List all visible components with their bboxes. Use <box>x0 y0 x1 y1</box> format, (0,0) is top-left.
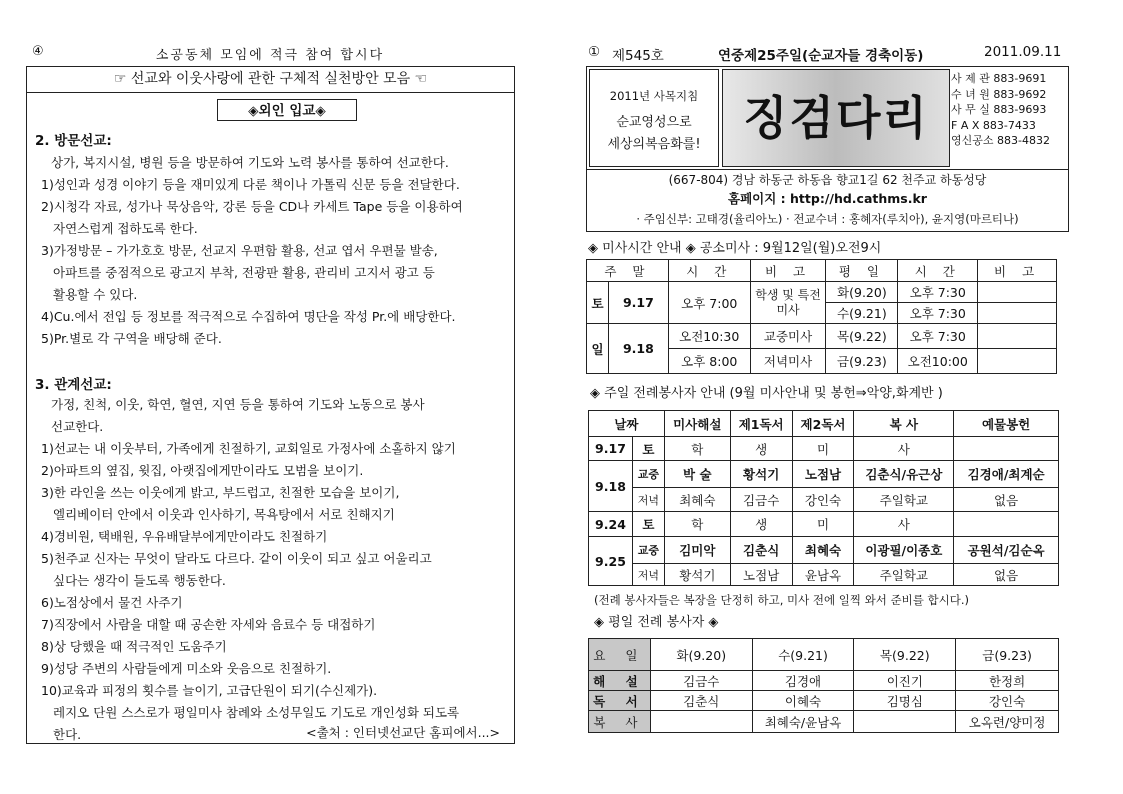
contact-item: 수 녀 원 883-9692 <box>951 87 1047 101</box>
table-cell: 노점남 <box>730 564 792 586</box>
table-cell: 공원석/김순옥 <box>954 537 1059 564</box>
column-header: 복 사 <box>854 411 954 437</box>
section3-line: 4)경비원, 택배원, 우유배달부에게만이라도 친절하기 <box>41 529 328 544</box>
contact-item: 영신공소 883-4832 <box>951 134 1050 147</box>
section2-line: 아파트를 중점적으로 광고지 부착, 전광판 활용, 관리비 고지서 광고 등 <box>53 265 435 280</box>
section2-heading: 2. 방문선교: <box>35 133 112 149</box>
section3-line: 8)상 당했을 때 적극적인 도움주기 <box>41 639 227 654</box>
homepage-link[interactable]: 홈페이지 : http://hd.cathms.kr <box>728 191 927 206</box>
column-header: 시 간 <box>898 260 978 282</box>
table-cell: 김명심 <box>854 691 956 711</box>
mass-type-cell: 저녁 <box>632 488 664 512</box>
column-header: 수(9.21) <box>752 639 854 671</box>
table-cell: 김춘식/유근상 <box>854 461 954 488</box>
column-header: 비 고 <box>750 260 826 282</box>
section3-line: 7)직장에서 사람을 대할 때 공손한 자세와 음료수 등 대접하기 <box>41 617 376 632</box>
table-cell <box>954 512 1059 537</box>
right-page-number: ① <box>588 44 601 60</box>
contact-item: 사 무 실 883-9693 <box>951 103 1047 116</box>
note-cell <box>978 303 1057 324</box>
weekday-cell: 수(9.21) <box>826 303 898 324</box>
weekday-cell: 화(9.20) <box>826 282 898 303</box>
section3-line: 6)노점상에서 물건 사주기 <box>41 595 183 610</box>
mass-type-cell: 교중 <box>632 537 664 564</box>
weekday-cell: 금(9.23) <box>826 349 898 374</box>
table-cell: 주일학교 <box>854 488 954 512</box>
note-cell: 교중미사 <box>750 324 826 349</box>
table-cell: 미 <box>792 512 854 537</box>
table-cell: 김경애 <box>752 671 854 691</box>
issue-date: 2011.09.11 <box>984 44 1062 60</box>
section3-line: 가정, 친척, 이웃, 학연, 혈연, 지연 등을 통하여 기도와 노동으로 봉사 <box>51 397 425 412</box>
section2-line: 4)Cu.에서 전입 등 정보를 적극적으로 수집하여 명단을 작성 Pr.에 배당한다. <box>41 309 456 324</box>
table-cell: 노점남 <box>792 461 854 488</box>
column-header: 화(9.20) <box>650 639 752 671</box>
note-cell <box>978 282 1057 303</box>
time-cell: 오후 7:00 <box>668 282 750 324</box>
section3-line: 9)성당 주변의 사람들에게 미소와 웃음으로 친절하기. <box>41 661 332 676</box>
table-cell <box>954 437 1059 461</box>
motto-line: 세상의복음화를! <box>607 137 701 152</box>
section3-line: 싶다는 생각이 들도록 행동한다. <box>53 573 226 588</box>
section3-line: 한다. <box>53 727 82 742</box>
column-header: 비 고 <box>978 260 1057 282</box>
date-cell: 9.24 <box>589 512 633 537</box>
weekday-cell: 목(9.22) <box>826 324 898 349</box>
table-cell: 주일학교 <box>854 564 954 586</box>
row-label: 해 설 <box>589 671 651 691</box>
source-citation: <출처 : 인터넷선교단 홈피에서...> <box>306 725 500 740</box>
table-cell: 한정희 <box>956 671 1059 691</box>
day-cell: 토 <box>587 282 609 324</box>
table-cell: 강인숙 <box>792 488 854 512</box>
time-cell: 오전10:00 <box>898 349 978 374</box>
column-header: 제1독서 <box>730 411 792 437</box>
section2-line: 자연스럽게 접하도록 한다. <box>53 221 198 236</box>
column-header: 시 간 <box>668 260 750 282</box>
time-cell: 오후 8:00 <box>668 349 750 374</box>
mass-schedule-table <box>586 259 1057 374</box>
mass-type-cell: 토 <box>632 512 664 537</box>
table-cell: 학 <box>664 512 730 537</box>
contact-list <box>951 71 1067 149</box>
table-cell: 없음 <box>954 564 1059 586</box>
section3-line: 10)교육과 피정의 횟수를 늘이기, 고급단원이 되기(수신제가). <box>41 683 378 698</box>
table-cell: 최혜숙/윤남옥 <box>752 711 854 733</box>
left-header-title: 소공동체 모임에 적극 참여 합시다 <box>155 48 385 63</box>
time-cell: 오후 7:30 <box>898 303 978 324</box>
table-cell: 이혜숙 <box>752 691 854 711</box>
section2-line: 3)가정방문 – 가가호호 방문, 선교지 우편함 활용, 선교 엽서 우편물 발송, <box>41 243 438 258</box>
table-cell: 사 <box>854 437 954 461</box>
weekday-servers-table <box>588 638 1059 733</box>
date-cell: 9.18 <box>589 461 633 512</box>
column-header: 예물봉헌 <box>954 411 1059 437</box>
column-header: 제2독서 <box>792 411 854 437</box>
table-cell: 사 <box>854 512 954 537</box>
section2-line: 상가, 복지시설, 병원 등을 방문하여 기도와 노력 봉사를 통하여 선교한다. <box>51 155 449 170</box>
issue-number: 제545호 <box>612 48 664 64</box>
note-cell: 저녁미사 <box>750 349 826 374</box>
section3-line: 1)선교는 내 이웃부터, 가족에게 친절하기, 교회일로 가정사에 소홀하지 않기 <box>41 441 456 456</box>
date-cell: 9.17 <box>608 282 668 324</box>
sunday-section-title: ◈ 주일 전례봉사자 안내 (9월 미사안내 및 봉헌⇒악양,화계반 ) <box>590 386 943 401</box>
note-cell <box>978 349 1057 374</box>
article-banner: ☞ 선교와 이웃사랑에 관한 구체적 실천방안 모음 ☜ <box>27 67 514 93</box>
newsletter-logo: 징검다리 <box>722 69 950 167</box>
motto-year: 2011년 사목지침 <box>609 89 699 103</box>
weekday-section-title: ◈ 평일 전례 봉사자 ◈ <box>594 615 719 630</box>
mass-type-cell: 토 <box>632 437 664 461</box>
table-cell: 김춘식 <box>650 691 752 711</box>
section3-heading: 3. 관계선교: <box>35 377 112 393</box>
table-cell: 박 술 <box>664 461 730 488</box>
liturgical-title: 연중제25주일(순교자들 경축이동) <box>718 48 924 64</box>
day-cell: 일 <box>587 324 609 374</box>
table-cell: 황석기 <box>664 564 730 586</box>
table-cell <box>854 711 956 733</box>
table-cell: 황석기 <box>730 461 792 488</box>
contact-item: F A X 883-7433 <box>951 118 1036 132</box>
date-cell: 9.25 <box>589 537 633 586</box>
section3-line: 5)천주교 신자는 무엇이 달라도 다르다. 같이 이웃이 되고 싶고 어울리고 <box>41 551 432 566</box>
table-cell: 김금수 <box>730 488 792 512</box>
motto-line: 순교영성으로 <box>616 115 692 130</box>
table-cell: 최혜숙 <box>792 537 854 564</box>
mass-type-cell: 교중 <box>632 461 664 488</box>
right-page-header <box>584 44 1070 64</box>
column-header: 주 말 <box>587 260 669 282</box>
note-cell: 학생 및 특전미사 <box>750 282 826 324</box>
table-cell: 미 <box>792 437 854 461</box>
left-article-box <box>26 66 515 744</box>
table-cell: 김경애/최계순 <box>954 461 1059 488</box>
section3-line: 선교한다. <box>51 419 104 434</box>
table-cell: 학 <box>664 437 730 461</box>
section3-line: 레지오 단원 스스로가 평일미사 참례와 소성무일도 기도로 개인성화 되도록 <box>53 705 460 720</box>
clergy-info: · 주임신부: 고태경(율리아노) · 전교수녀 : 홍혜자(루치아), 윤지영(마르티나) <box>636 212 1019 226</box>
contact-item: 사 제 관 883-9691 <box>951 72 1047 85</box>
table-cell: 이광필/이종호 <box>854 537 954 564</box>
column-header: 목(9.22) <box>854 639 956 671</box>
table-cell: 김미악 <box>664 537 730 564</box>
section3-line: 엘리베이터 안에서 이웃과 인사하기, 목욕탕에서 서로 친해지기 <box>53 507 395 522</box>
column-header: 금(9.23) <box>956 639 1059 671</box>
section3-line: 3)한 라인을 쓰는 이웃에게 밝고, 부드럽고, 친절한 모습을 보이기, <box>41 485 400 500</box>
mass-type-cell: 저녁 <box>632 564 664 586</box>
date-cell: 9.17 <box>589 437 633 461</box>
table-cell: 오옥련/양미정 <box>956 711 1059 733</box>
row-label: 요 일 <box>589 639 651 671</box>
section2-line: 활용할 수 있다. <box>53 287 138 302</box>
column-header: 미사해설 <box>664 411 730 437</box>
column-header: 날짜 <box>589 411 665 437</box>
table-cell: 김금수 <box>650 671 752 691</box>
section3-line: 2)아파트의 옆집, 윗집, 아랫집에게만이라도 모범을 보이기. <box>41 463 364 478</box>
mass-section-title: ◈ 미사시간 안내 ◈ 공소미사 : 9월12일(월)오전9시 <box>588 241 882 256</box>
table-cell: 이진기 <box>854 671 956 691</box>
left-page-header <box>24 44 516 64</box>
section2-line: 1)성인과 성경 이야기 등을 재미있게 다룬 책이나 가톨릭 신문 등을 전달한다. <box>41 177 460 192</box>
masthead <box>586 66 1069 232</box>
section2-line: 2)시청각 자료, 성가나 묵상음악, 강론 등을 CD나 카세트 Tape 등을 이용하여 <box>41 199 463 214</box>
section2-line: 5)Pr.별로 각 구역을 배당해 준다. <box>41 331 222 346</box>
table-cell: 최혜숙 <box>664 488 730 512</box>
table-cell: 김춘식 <box>730 537 792 564</box>
date-cell: 9.18 <box>608 324 668 374</box>
row-label: 복 사 <box>589 711 651 733</box>
church-address: (667-804) 경남 하동군 하동읍 향교1길 62 천주교 하동성당 <box>587 169 1068 190</box>
table-cell <box>650 711 752 733</box>
row-label: 독 서 <box>589 691 651 711</box>
article-title: ◈외인 입교◈ <box>217 99 357 121</box>
table-cell: 생 <box>730 512 792 537</box>
table-cell: 생 <box>730 437 792 461</box>
time-cell: 오전10:30 <box>668 324 750 349</box>
time-cell: 오후 7:30 <box>898 324 978 349</box>
table-cell: 강인숙 <box>956 691 1059 711</box>
table-cell: 없음 <box>954 488 1059 512</box>
note-cell <box>978 324 1057 349</box>
time-cell: 오후 7:30 <box>898 282 978 303</box>
left-page-number: ④ <box>32 44 44 59</box>
pastoral-motto <box>589 69 719 167</box>
table-cell: 윤남옥 <box>792 564 854 586</box>
sunday-servers-table <box>588 410 1059 586</box>
column-header: 평 일 <box>826 260 898 282</box>
servers-notice: (전례 봉사자들은 복장을 단정히 하고, 미사 전에 일찍 와서 준비를 합시다.) <box>594 593 969 607</box>
